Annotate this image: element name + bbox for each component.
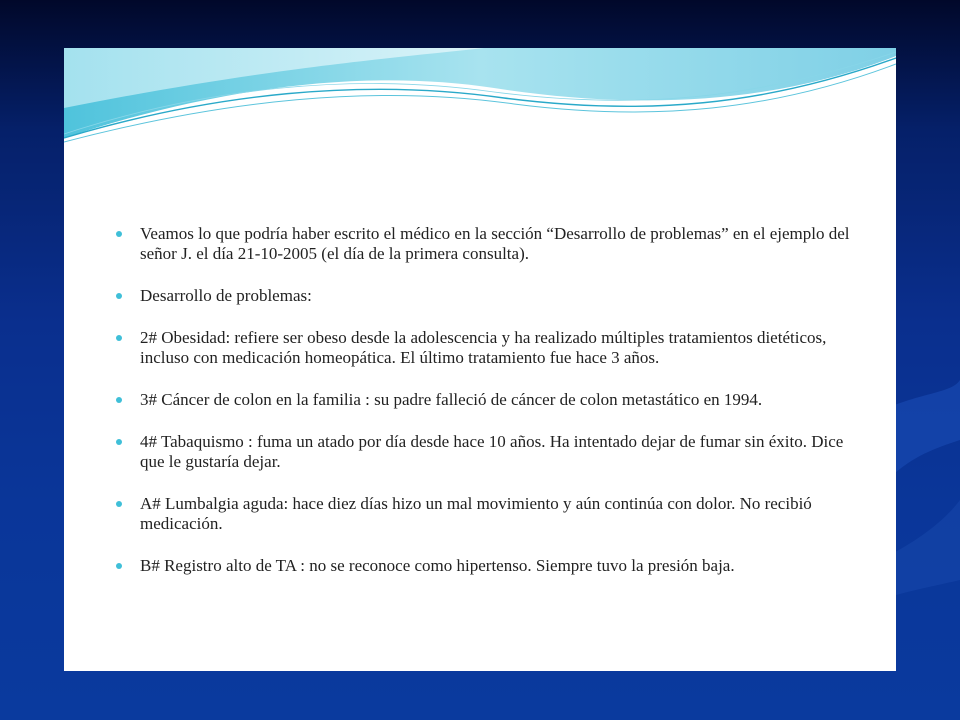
bullet-dot-icon xyxy=(116,397,122,403)
bullet-text: 3# Cáncer de colon en la familia : su padre falleció de cáncer de colon metastático en 1994. xyxy=(140,390,763,409)
bullet-dot-icon xyxy=(116,501,122,507)
list-item xyxy=(112,556,852,576)
bullet-list xyxy=(112,224,852,576)
bullet-text: Desarrollo de problemas: xyxy=(140,286,312,305)
bullet-dot-icon xyxy=(116,563,122,569)
header-wave-decoration xyxy=(64,48,896,148)
slide-panel xyxy=(64,48,896,671)
bullet-text: 2# Obesidad: refiere ser obeso desde la adolescencia y ha realizado múltiples tratamientos dietéticos, incluso con medicación homeopática. El último tratamiento fue hace 3 años. xyxy=(140,328,827,367)
bullet-dot-icon xyxy=(116,231,122,237)
bullet-text: Veamos lo que podría haber escrito el médico en la sección “Desarrollo de problemas” en el ejemplo del señor J. el día 21-10-2005 (el día de la primera consulta). xyxy=(140,224,850,263)
list-item xyxy=(112,328,852,368)
list-item xyxy=(112,494,852,534)
list-item xyxy=(112,286,852,306)
list-item xyxy=(112,224,852,264)
bullet-dot-icon xyxy=(116,293,122,299)
bullet-text: 4# Tabaquismo : fuma un atado por día desde hace 10 años. Ha intentado dejar de fumar sin éxito. Dice que le gustaría dejar. xyxy=(140,432,844,471)
bullet-text: A# Lumbalgia aguda: hace diez días hizo un mal movimiento y aún continúa con dolor. No recibió medicación. xyxy=(140,494,812,533)
list-item xyxy=(112,432,852,472)
bullet-dot-icon xyxy=(116,335,122,341)
bullet-text: B# Registro alto de TA : no se reconoce como hipertenso. Siempre tuvo la presión baja. xyxy=(140,556,735,575)
bullet-dot-icon xyxy=(116,439,122,445)
list-item xyxy=(112,390,852,410)
